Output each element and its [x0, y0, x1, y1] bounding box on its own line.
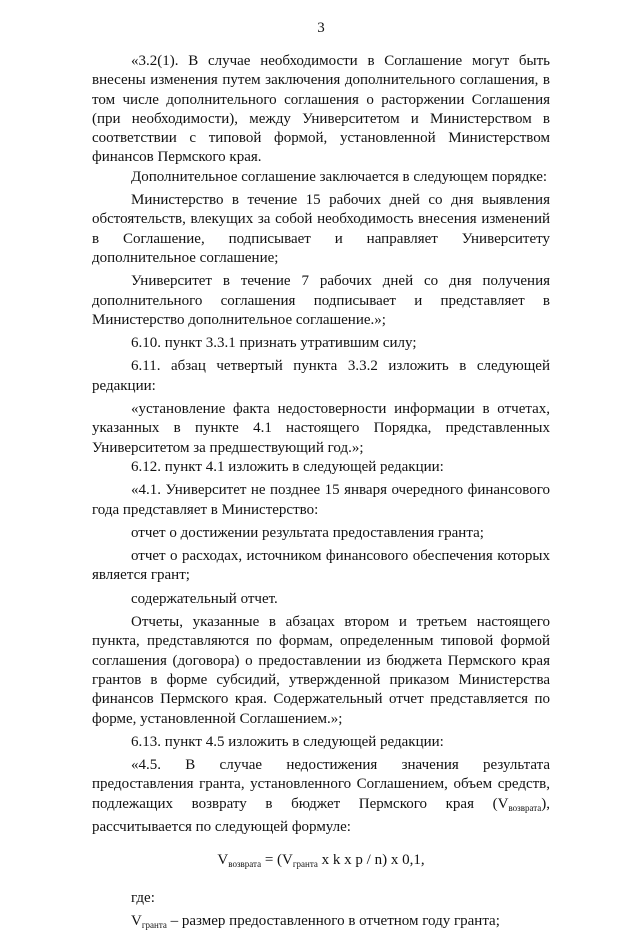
- formula-eq-open: = (V: [261, 852, 293, 869]
- paragraph-report-content: содержательный отчет.: [131, 590, 278, 607]
- paragraph-v-grant: [92, 912, 550, 935]
- formula-v: V: [217, 852, 229, 869]
- paragraph-ministry-step: Министерство в течение 15 рабочих дней со дня выявления обстоятельств, влекущих за собой необходимость внесения изменений в Соглашение, подписывает и направляет Университету дополнительное соглашение;: [92, 192, 550, 266]
- subscript-return: возврата: [508, 802, 542, 813]
- paragraph-6-13: 6.13. пункт 4.5 изложить в следующей редакции:: [131, 733, 444, 750]
- paragraph-6-12: 6.12. пункт 4.1 изложить в следующей редакции:: [131, 458, 444, 475]
- paragraph-quote-3-3-2: «установление факта недостоверности информации в отчетах, указанных в пункте 4.1 настоящего Порядка, представленных Университетом за предшествующий год.»;: [92, 401, 550, 456]
- paragraph-4-1: «4.1. Университет не позднее 15 января очередного финансового года представляет в Министерство:: [92, 482, 550, 518]
- paragraph-6-11: 6.11. абзац четвертый пункта 3.3.2 изложить в следующей редакции:: [92, 358, 550, 394]
- formula-grant-sub: гранта: [292, 859, 318, 870]
- return-formula: [92, 851, 550, 874]
- page-number: 3: [317, 20, 325, 36]
- paragraph-6-10: 6.10. пункт 3.3.1 признать утратившим силу;: [131, 335, 417, 352]
- paragraph-order-intro: Дополнительное соглашение заключается в следующем порядке:: [131, 168, 548, 185]
- paragraph-3-2-1: «3.2(1). В случае необходимости в Соглашение могут быть внесены изменения путем заключения дополнительного соглашения, в том числе дополнительного соглашения о расторжении Соглашения (при необходимости), между Университетом и Министерством в соответствии с типовой формой, установленной Министерством финансов Пермского края.: [92, 53, 550, 166]
- paragraph-reports-forms: Отчеты, указанные в абзацах втором и третьем настоящего пункта, представляются по формам, определенным типовой формой соглашения (договора) о предоставлении из бюджета Пермского края грантов в форме субсидий, утвержденной приказом Министерства финансов Пермского края. Содержательный отчет представляется по форме, установленной Соглашением.»;: [92, 614, 550, 727]
- paragraph-report-result: отчет о достижении результата предоставления гранта;: [131, 524, 484, 541]
- paragraph-where: где:: [131, 889, 155, 906]
- paragraph-4-5-tail: ), рассчитывается по следующей формуле:: [92, 795, 550, 835]
- paragraph-university-step: Университет в течение 7 рабочих дней со дня получения дополнительного соглашения подписывает и представляет в Министерство дополнительное соглашение.»;: [92, 273, 550, 328]
- subscript-grant: гранта: [141, 919, 167, 930]
- v-grant-definition: – размер предоставленного в отчетном году гранта;: [166, 912, 500, 929]
- formula-rest: x k x p / n) x 0,1,: [317, 852, 425, 869]
- formula-v-sub: возврата: [228, 859, 262, 870]
- paragraph-4-5-text: «4.5. В случае недостижения значения результата предоставления гранта, установленного Соглашением, объем средств, подлежащих возврату в бюджет Пермского края (V: [92, 757, 550, 812]
- paragraph-report-expenses: отчет о расходах, источником финансового обеспечения которых является грант;: [92, 548, 550, 584]
- v-grant-symbol: V: [131, 912, 142, 929]
- paragraph-4-5: [92, 756, 550, 837]
